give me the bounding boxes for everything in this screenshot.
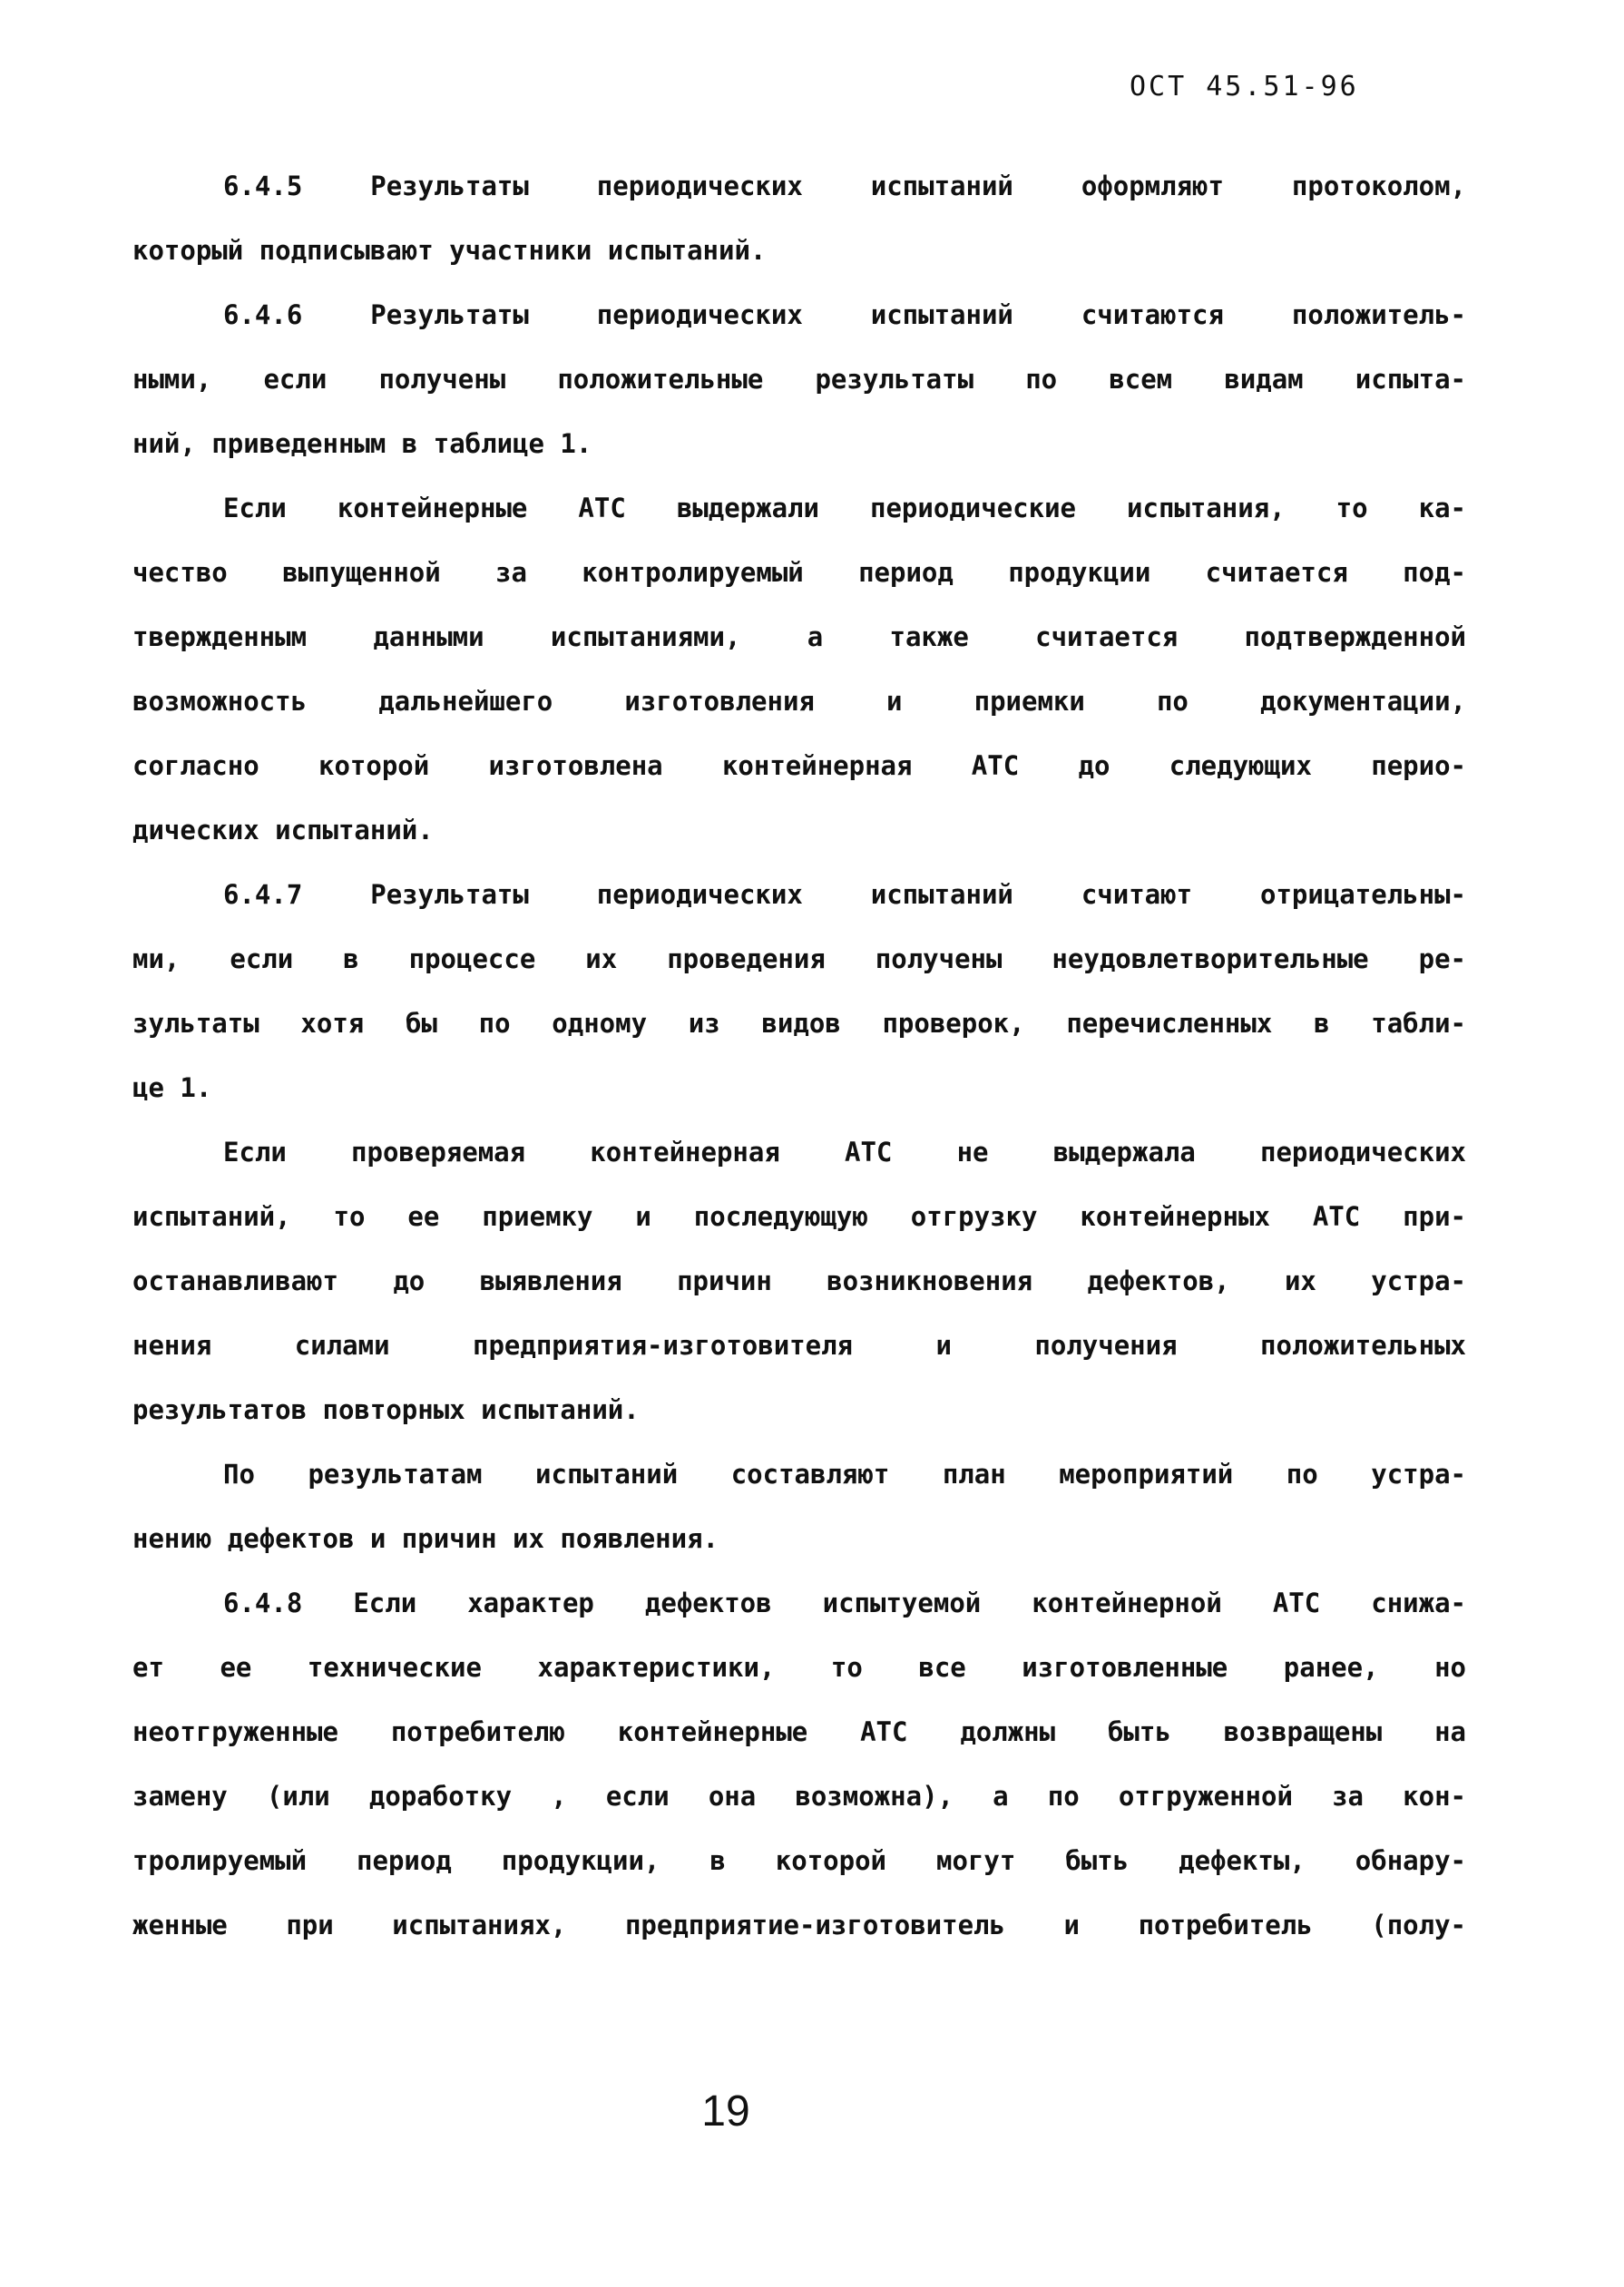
paragraph-6-4-8: [132, 1571, 1466, 1958]
text-line: твержденным данными испытаниями, а также считается подтвержденной: [132, 621, 1466, 652]
text-line: который подписывают участники испытаний.: [132, 235, 767, 266]
text-line: дических испытаний.: [132, 815, 434, 845]
text-line: нению дефектов и причин их появления.: [132, 1523, 719, 1554]
paragraph-6-4-7: [132, 863, 1466, 1120]
text-line: неотгруженные потребителю контейнерные АТС должны быть возвращены на: [132, 1716, 1466, 1747]
text-line: нения силами предприятия-изготовителя и получения положительных: [132, 1330, 1466, 1361]
text-line: ет ее технические характеристики, то все изготовленные ранее, но: [132, 1652, 1466, 1683]
text-line: испытаний, то ее приемку и последующую отгрузку контейнерных АТС при-: [132, 1201, 1466, 1232]
text-line: По результатам испытаний составляют план мероприятий по устра-: [223, 1459, 1466, 1490]
paragraph-passed-tests: [132, 476, 1466, 863]
text-line: замену (или доработку , если она возможна), а по отгруженной за кон-: [132, 1781, 1466, 1812]
paragraph-6-4-5: [132, 154, 1466, 283]
paragraph-6-4-6: [132, 283, 1466, 476]
page-number: 19: [701, 2087, 750, 2136]
text-line: Если контейнерные АТС выдержали периодические испытания, то ка-: [223, 493, 1466, 523]
text-line: останавливают до выявления причин возникновения дефектов, их устра-: [132, 1266, 1466, 1296]
paragraph-action-plan: [132, 1442, 1466, 1571]
body-text: [132, 154, 1466, 1958]
text-line: ми, если в процессе их проведения получены неудовлетворительные ре-: [132, 943, 1466, 974]
text-line: 6.4.7 Результаты периодических испытаний считают отрицательны-: [223, 879, 1466, 910]
text-line: 6.4.6 Результаты периодических испытаний считаются положитель-: [223, 299, 1466, 330]
text-line: 6.4.5 Результаты периодических испытаний оформляют протоколом,: [223, 171, 1466, 201]
text-line: Если проверяемая контейнерная АТС не выдержала периодических: [223, 1137, 1466, 1168]
text-line: ными, если получены положительные результаты по всем видам испыта-: [132, 364, 1466, 395]
text-line: возможность дальнейшего изготовления и приемки по документации,: [132, 686, 1466, 717]
text-line: согласно которой изготовлена контейнерная АТС до следующих перио-: [132, 750, 1466, 781]
text-line: чество выпущенной за контролируемый период продукции считается под-: [132, 557, 1466, 588]
text-line: зультаты хотя бы по одному из видов проверок, перечисленных в табли-: [132, 1008, 1466, 1039]
text-line: результатов повторных испытаний.: [132, 1394, 640, 1425]
document-code: ОСТ 45.51-96: [1130, 71, 1359, 103]
text-line: ний, приведенным в таблице 1.: [132, 428, 592, 459]
text-line: тролируемый период продукции, в которой могут быть дефекты, обнару-: [132, 1845, 1466, 1876]
paragraph-failed-tests: [132, 1120, 1466, 1442]
text-line: це 1.: [132, 1072, 212, 1103]
text-line: женные при испытаниях, предприятие-изготовитель и потребитель (полу-: [132, 1910, 1466, 1940]
text-line: 6.4.8 Если характер дефектов испытуемой контейнерной АТС снижа-: [223, 1588, 1466, 1618]
